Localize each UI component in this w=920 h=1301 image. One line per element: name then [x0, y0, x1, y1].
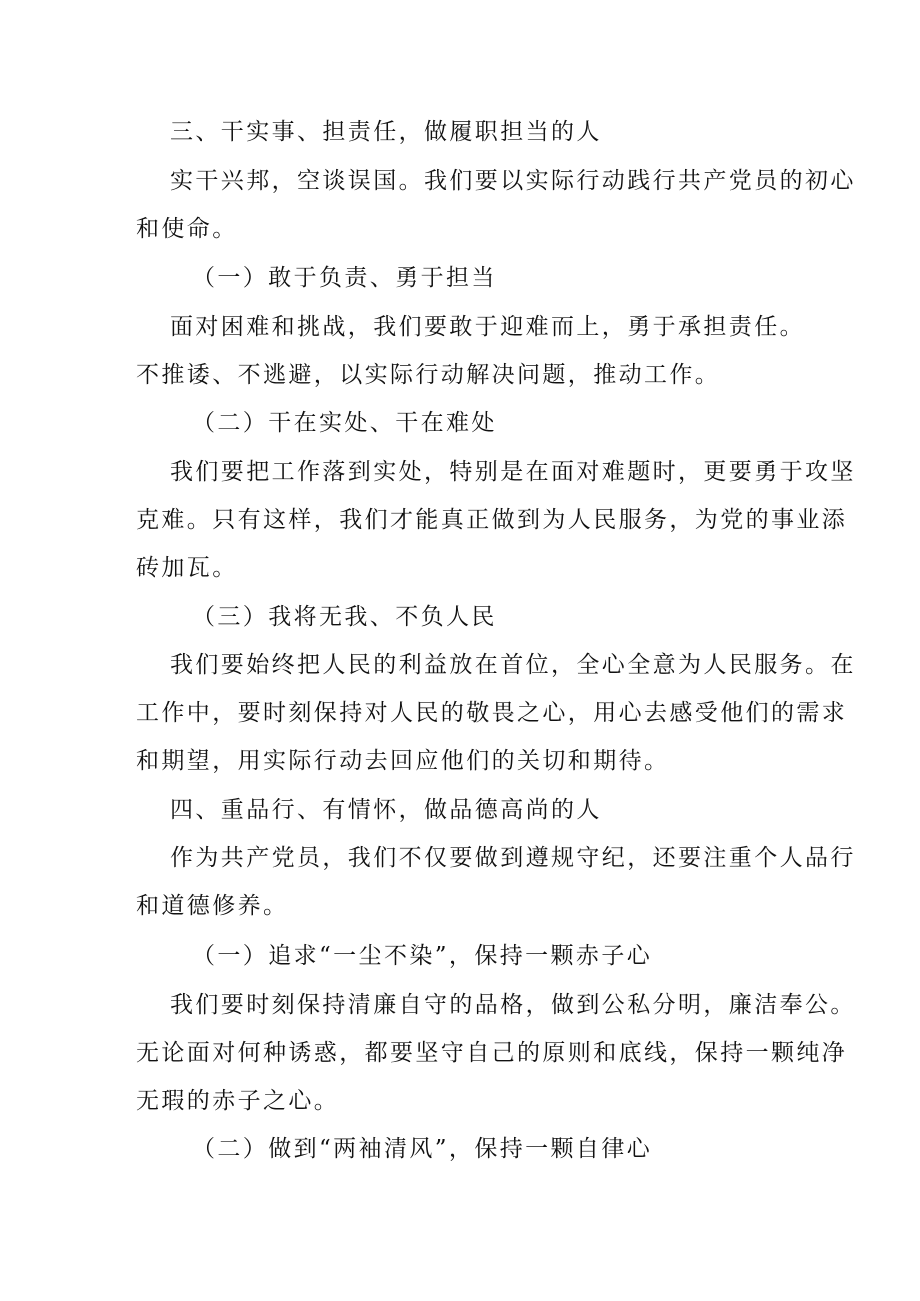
- paragraph-line: 作为共产党员，我们不仅要做到遵规守纪，还要注重个人品行: [170, 845, 856, 871]
- section-heading-3: 三、干实事、担责任，做履职担当的人: [170, 119, 602, 145]
- paragraph-line: 无瑕的赤子之心。: [136, 1088, 340, 1114]
- paragraph-line: 和期望，用实际行动去回应他们的关切和期待。: [136, 748, 670, 774]
- paragraph-line: 砖加瓦。: [136, 555, 238, 581]
- paragraph-line: 和使命。: [136, 216, 238, 242]
- paragraph-line: 我们要把工作落到实处，特别是在面对难题时，更要勇于攻坚: [170, 459, 856, 485]
- paragraph-line: 我们要始终把人民的利益放在首位，全心全意为人民服务。在: [170, 652, 856, 678]
- paragraph-line: 我们要时刻保持清廉自守的品格，做到公私分明，廉洁奉公。: [170, 992, 856, 1018]
- subheading-4-1: （一）追求“一尘不染”，保持一颗赤子心: [192, 943, 653, 969]
- paragraph-line: 克难。只有这样，我们才能真正做到为人民服务，为党的事业添: [136, 507, 848, 533]
- subheading-3-2: （二）干在实处、干在难处: [192, 410, 497, 436]
- paragraph-line: 无论面对何种诱惑，都要坚守自己的原则和底线，保持一颗纯净: [136, 1040, 848, 1066]
- subheading-3-3: （三）我将无我、不负人民: [192, 604, 497, 630]
- section-heading-4: 四、重品行、有情怀，做品德高尚的人: [170, 797, 602, 823]
- paragraph-line: 和道德修养。: [136, 893, 289, 919]
- paragraph-line: 实干兴邦，空谈误国。我们要以实际行动践行共产党员的初心: [170, 168, 856, 194]
- subheading-3-1: （一）敢于负责、勇于担当: [192, 265, 497, 291]
- paragraph-line: 不推诿、不逃避，以实际行动解决问题，推动工作。: [136, 362, 721, 388]
- paragraph-line: 工作中，要时刻保持对人民的敬畏之心，用心去感受他们的需求: [136, 700, 848, 726]
- paragraph-line: 面对困难和挑战，我们要敢于迎难而上，勇于承担责任。: [170, 314, 805, 340]
- subheading-4-2: （二）做到“两袖清风”，保持一颗自律心: [192, 1136, 653, 1162]
